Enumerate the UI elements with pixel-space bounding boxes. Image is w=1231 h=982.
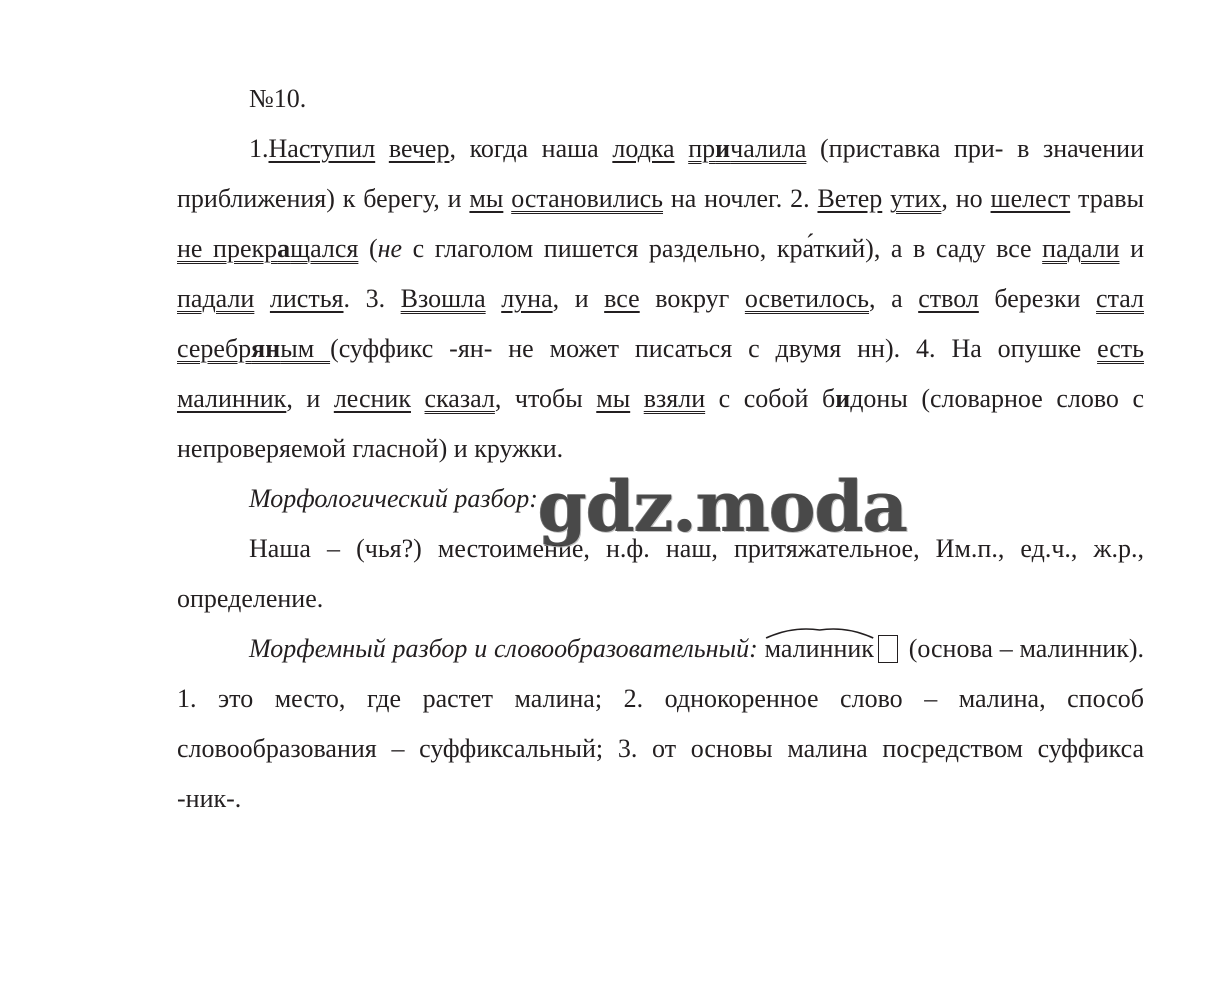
subject-word: ствол <box>918 284 979 313</box>
ending-box-icon <box>878 635 898 663</box>
plain-text: . 3. <box>343 284 401 313</box>
subject-word: лодка <box>612 134 675 163</box>
plain-text: с собой б <box>705 384 836 413</box>
plain-text: на ночлег. 2. <box>663 184 818 213</box>
watermark: gdz.moda <box>538 465 908 548</box>
root-arc-word <box>765 624 874 674</box>
subject-word: мы <box>469 184 504 213</box>
plain-text: березки <box>978 284 1097 313</box>
document-page <box>177 74 1144 824</box>
plain-text: ( <box>358 234 378 263</box>
word-part: не прекр <box>177 234 278 263</box>
morpheme-heading: Морфемный разбор и словообразовательный: <box>249 634 758 663</box>
predicate-word <box>177 234 358 263</box>
highlighted-letter: а <box>277 234 291 263</box>
subject-word: все <box>604 284 640 313</box>
morpheme-text: (основа – малинник). 1. это место, где растет малина; 2. однокоренное слово – малина, способ словообразования – суффиксальный; 3. от основы малина посредством суффикса -ник-. <box>177 634 1144 813</box>
word-part: щался <box>290 234 359 263</box>
word-part: пр <box>688 134 716 163</box>
plain-text: , когда наша <box>449 134 613 163</box>
subject-word: луна <box>501 284 553 313</box>
subject-word: листья <box>269 284 344 313</box>
predicate-word: падали <box>1042 234 1120 263</box>
exercise-text <box>177 124 1144 474</box>
word-part: стал серебр <box>177 284 1145 363</box>
plain-text <box>254 284 270 313</box>
predicate-word <box>688 134 806 163</box>
plain-text: и <box>1119 234 1145 263</box>
italic-text: не <box>377 234 403 263</box>
predicate-word: есть <box>1097 334 1145 363</box>
plain-text: с глаголом пишется раздельно, кра́ткий), а в саду все <box>402 234 1043 263</box>
plain-text: , но <box>941 184 991 213</box>
predicate-word: осветилось <box>744 284 870 313</box>
highlighted-letter: и <box>835 384 851 413</box>
subject-word: малинник <box>177 384 287 413</box>
highlighted-letter: и <box>715 134 731 163</box>
predicate-word: Взошла <box>400 284 486 313</box>
root-arc-icon <box>765 626 874 640</box>
plain-text <box>630 384 644 413</box>
plain-text: доны (словарное слово с непроверяемой гласной) и кружки. <box>177 384 1145 463</box>
predicate-word: падали <box>177 284 255 313</box>
morphology-text: Наша – (чья?) местоимение, н.ф. наш, притяжательное, Им.п., ед.ч., ж.р., определение. <box>177 534 1144 613</box>
morpheme-paragraph <box>177 624 1144 824</box>
sentence-number: 1. <box>249 134 269 163</box>
word-part: ым <box>280 334 331 363</box>
plain-text: (приставка при- в значении приближения) к берегу, и <box>177 134 1145 213</box>
plain-text: (суффикс -ян- не может писаться с двумя нн). 4. На опушке <box>330 334 1098 363</box>
word-part: чалила <box>730 134 807 163</box>
plain-text: , чтобы <box>494 384 597 413</box>
predicate-word: сказал <box>424 384 495 413</box>
predicate-word: взяли <box>643 384 706 413</box>
predicate-word: остановились <box>511 184 664 213</box>
highlighted-letters: ян <box>251 334 281 363</box>
subject-word: лесник <box>333 384 411 413</box>
subject-word: мы <box>596 384 631 413</box>
exercise-number: №10. <box>249 84 307 113</box>
plain-text: травы <box>1070 184 1144 213</box>
subject-word: вечер <box>388 134 450 163</box>
predicate-word: Наступил <box>268 134 376 163</box>
morpheme-word: малинник <box>764 634 874 663</box>
plain-text: , и <box>552 284 605 313</box>
morphology-heading: Морфологический разбор: <box>249 484 538 513</box>
plain-text: , а <box>869 284 919 313</box>
subject-word: Ветер <box>817 184 883 213</box>
subject-word: шелест <box>990 184 1071 213</box>
plain-text <box>411 384 425 413</box>
plain-text <box>486 284 502 313</box>
predicate-word: утих <box>890 184 942 213</box>
plain-text: вокруг <box>639 284 745 313</box>
plain-text: , и <box>286 384 334 413</box>
